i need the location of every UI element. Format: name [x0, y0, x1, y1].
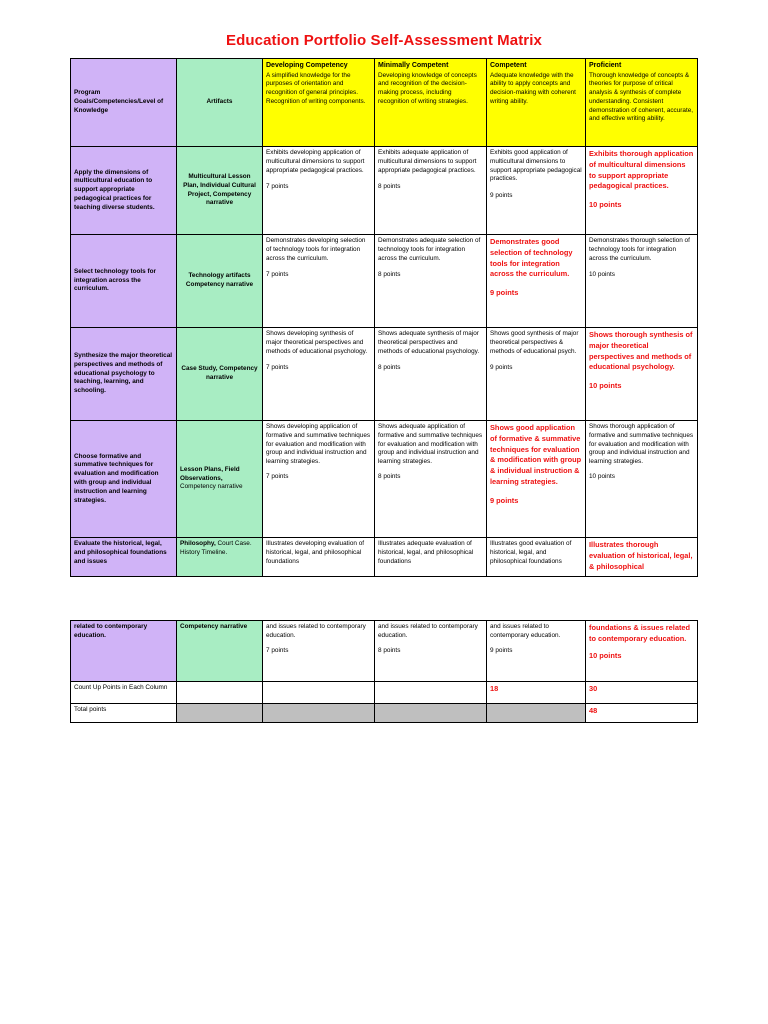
count-up-minimal[interactable] — [375, 682, 487, 704]
total-blank-artifact — [177, 704, 263, 723]
cell-points: 7 points — [266, 364, 289, 372]
cell-points: 8 points — [378, 646, 401, 654]
count-value: 18 — [490, 684, 499, 693]
cell-points: 7 points — [266, 472, 289, 480]
cell-text: Shows good application of formative & summative techniques for evaluation & modification with group & individual instruction & learning strategies. — [490, 423, 582, 486]
cell-points: 10 points — [589, 200, 622, 210]
cell-text: Shows adequate application of formative and summative techniques for evaluation and modification with group and individual instruction and learning strategies. — [378, 423, 483, 466]
total-label: Total points — [74, 706, 107, 713]
row-goal — [71, 147, 177, 235]
total-blank-minimal — [375, 704, 487, 723]
row-artifact — [177, 621, 263, 682]
count-value: 30 — [589, 684, 598, 693]
assessment-matrix-table-continued — [70, 620, 698, 723]
cell-developing[interactable] — [263, 147, 375, 235]
cell-text: Shows thorough application of formative and summative techniques for evaluation and modification with group and individual instruction and learning strategies. — [589, 423, 694, 466]
cell-text: Demonstrates good selection of technology tools for integration across the curriculum. — [490, 237, 573, 279]
cell-developing[interactable] — [263, 421, 375, 538]
table-row — [71, 421, 698, 538]
row-goal-text: Select technology tools for integration across the curriculum. — [74, 267, 157, 293]
page-title: Education Portfolio Self-Assessment Matrix — [226, 32, 542, 49]
cell-points: 10 points — [589, 271, 615, 279]
cell-competent-selected[interactable] — [487, 421, 586, 538]
cell-text: Exhibits adequate application of multicultural dimensions to support appropriate pedagogical practices. — [378, 149, 477, 174]
cell-points: 8 points — [378, 364, 401, 372]
cell-text: Exhibits developing application of multicultural dimensions to support appropriate pedagogical practices. — [266, 149, 365, 174]
table-row — [71, 147, 698, 235]
count-up-label: Count Up Points in Each Column — [74, 684, 168, 691]
cell-competent[interactable] — [487, 538, 586, 577]
level-label-minimal: Minimally Competent — [378, 62, 449, 69]
row-goal — [71, 235, 177, 328]
cell-competent-selected[interactable] — [487, 235, 586, 328]
row-goal-text: related to contemporary education. — [74, 623, 148, 639]
row-artifact-bold: Lesson Plans, Field Observations, — [180, 465, 240, 482]
cell-proficient-selected[interactable] — [586, 147, 698, 235]
cell-points: 9 points — [490, 495, 519, 505]
cell-proficient[interactable] — [586, 235, 698, 328]
cell-text: Shows good synthesis of major theoretical perspectives & methods of educational psych. — [490, 330, 579, 355]
cell-text: and issues related to contemporary education. — [378, 623, 478, 639]
total-value-cell[interactable] — [586, 704, 698, 723]
total-blank-competent — [487, 704, 586, 723]
cell-points: 7 points — [266, 271, 289, 279]
cell-text: Demonstrates developing selection of technology tools for integration across the curriculum. — [266, 237, 366, 262]
assessment-matrix-table — [70, 58, 698, 577]
level-desc-proficient: Thorough knowledge of concepts & theories for purpose of critical analysis & synthesis of complete understanding. Consistent demonstration of coherent, accurate, and effective writing ability. — [589, 71, 694, 123]
level-desc-competent: Adequate knowledge with the ability to apply concepts and decision-making with coherent writing ability. — [490, 71, 576, 105]
cell-text: Exhibits thorough application of multicultural dimensions to support appropriate pedagogical practices. — [589, 149, 694, 191]
cell-points: 10 points — [589, 381, 622, 391]
cell-minimal[interactable] — [375, 538, 487, 577]
level-label-proficient: Proficient — [589, 62, 622, 69]
cell-text: Demonstrates thorough selection of technology tools for integration across the curriculum. — [589, 237, 690, 262]
level-desc-minimal: Developing knowledge of concepts and recognition of the decision-making process, including recognition of writing strategies. — [378, 71, 477, 105]
cell-points: 9 points — [490, 646, 513, 654]
cell-competent[interactable] — [487, 621, 586, 682]
row-goal-text: Evaluate the historical, legal, and philosophical foundations and issues — [74, 540, 167, 565]
cell-text: Demonstrates adequate selection of technology tools for integration across the curriculum. — [378, 237, 481, 262]
level-label-competent: Competent — [490, 62, 527, 69]
cell-text: Illustrates good evaluation of historical, legal, and philosophical foundations — [490, 540, 572, 565]
row-goal — [71, 621, 177, 682]
row-goal-text: Synthesize the major theoretical perspectives and methods of educational psychology to teaching, learning, and schooling. — [74, 352, 173, 395]
cell-minimal[interactable] — [375, 235, 487, 328]
cell-minimal[interactable] — [375, 621, 487, 682]
cell-points: 9 points — [490, 288, 519, 298]
cell-proficient-selected[interactable] — [586, 621, 698, 682]
cell-points: 9 points — [490, 192, 513, 200]
row-artifact-bold: Competency narrative — [180, 623, 248, 630]
count-up-proficient[interactable] — [586, 682, 698, 704]
count-up-artifact-cell — [177, 682, 263, 704]
row-artifact-regular: Competency narrative — [180, 483, 243, 491]
row-artifact-bold: Case Study, Competency narrative — [181, 365, 258, 381]
header-goal-label: Program Goals/Competencies/Level of Knowledge — [74, 89, 164, 114]
cell-text: foundations & issues related to contemporary education. — [589, 623, 691, 643]
table-header-row — [71, 59, 698, 147]
row-artifact-bold: Philosophy, — [180, 540, 216, 547]
cell-points: 7 points — [266, 646, 289, 654]
cell-text: Shows thorough synthesis of major theoretical perspectives and methods of educational psychology. — [589, 330, 693, 372]
cell-points: 7 points — [266, 183, 289, 191]
cell-points: 10 points — [589, 650, 622, 660]
total-row — [71, 704, 698, 723]
cell-points: 10 points — [589, 472, 615, 480]
row-artifact — [177, 538, 263, 577]
row-artifact-bold: Technology artifacts Competency narrative — [185, 272, 254, 288]
count-up-competent[interactable] — [487, 682, 586, 704]
cell-proficient-selected[interactable] — [586, 328, 698, 421]
table-row — [71, 235, 698, 328]
row-goal — [71, 421, 177, 538]
row-artifact — [177, 328, 263, 421]
cell-text: Illustrates adequate evaluation of historical, legal, and philosophical foundations — [378, 540, 474, 565]
cell-points: 8 points — [378, 271, 401, 279]
level-desc-developing: A simplified knowledge for the purposes of orientation and recognition of general principles. Recognition of writing components. — [266, 71, 366, 105]
cell-text: Shows developing application of formative and summative techniques for evaluation and modification with group and individual instruction and learning strategies. — [266, 423, 371, 466]
row-artifact-bold: Multicultural Lesson Plan, Individual Cultural Project, Competency narrative — [183, 172, 256, 207]
level-label-developing: Developing Competency — [266, 62, 348, 69]
row-artifact — [177, 421, 263, 538]
cell-proficient[interactable] — [586, 421, 698, 538]
total-blank-developing — [263, 704, 375, 723]
cell-developing[interactable] — [263, 538, 375, 577]
cell-proficient-selected[interactable] — [586, 538, 698, 577]
row-goal-text: Choose formative and summative techniques for evaluation and modification with group and individual instruction and learning strategies. — [74, 452, 159, 504]
header-level-minimal — [375, 59, 487, 147]
header-level-competent — [487, 59, 586, 147]
total-value: 48 — [589, 706, 598, 715]
cell-developing[interactable] — [263, 235, 375, 328]
row-goal — [71, 328, 177, 421]
header-artifacts-label: Artifacts — [206, 98, 233, 106]
row-artifact — [177, 147, 263, 235]
count-up-row — [71, 682, 698, 704]
cell-points: 9 points — [490, 364, 513, 372]
cell-text: and issues related to contemporary education. — [266, 623, 366, 639]
cell-minimal[interactable] — [375, 147, 487, 235]
header-level-developing — [263, 59, 375, 147]
cell-minimal[interactable] — [375, 421, 487, 538]
cell-competent[interactable] — [487, 147, 586, 235]
row-artifact — [177, 235, 263, 328]
table-row-continued — [71, 621, 698, 682]
row-goal — [71, 538, 177, 577]
table-row — [71, 328, 698, 421]
total-label-cell — [71, 704, 177, 723]
cell-points: 8 points — [378, 183, 401, 191]
cell-minimal[interactable] — [375, 328, 487, 421]
table-row — [71, 538, 698, 577]
cell-developing[interactable] — [263, 621, 375, 682]
count-up-label-cell — [71, 682, 177, 704]
cell-text: Illustrates thorough evaluation of historical, legal, & philosophical — [589, 540, 693, 571]
cell-points: 8 points — [378, 472, 401, 480]
cell-text: Shows developing synthesis of major theoretical perspectives and methods of educational psychology. — [266, 330, 368, 355]
row-goal-text: Apply the dimensions of multicultural education to support appropriate pedagogical practices for teaching diverse students. — [74, 168, 155, 211]
cell-text: and issues related to contemporary education. — [490, 623, 561, 639]
cell-text: Illustrates developing evaluation of historical, legal, and philosophical foundations — [266, 540, 365, 565]
cell-competent[interactable] — [487, 328, 586, 421]
header-artifacts-cell — [177, 59, 263, 147]
row-artifact-regular: Court Case. History Timeline. — [180, 540, 252, 556]
cell-developing[interactable] — [263, 328, 375, 421]
header-level-proficient — [586, 59, 698, 147]
cell-text: Exhibits good application of multicultural dimensions to support appropriate pedagogical practices. — [490, 149, 582, 183]
header-goal-cell — [71, 59, 177, 147]
count-up-developing[interactable] — [263, 682, 375, 704]
cell-text: Shows adequate synthesis of major theoretical perspectives and methods of educational psychology. — [378, 330, 480, 355]
